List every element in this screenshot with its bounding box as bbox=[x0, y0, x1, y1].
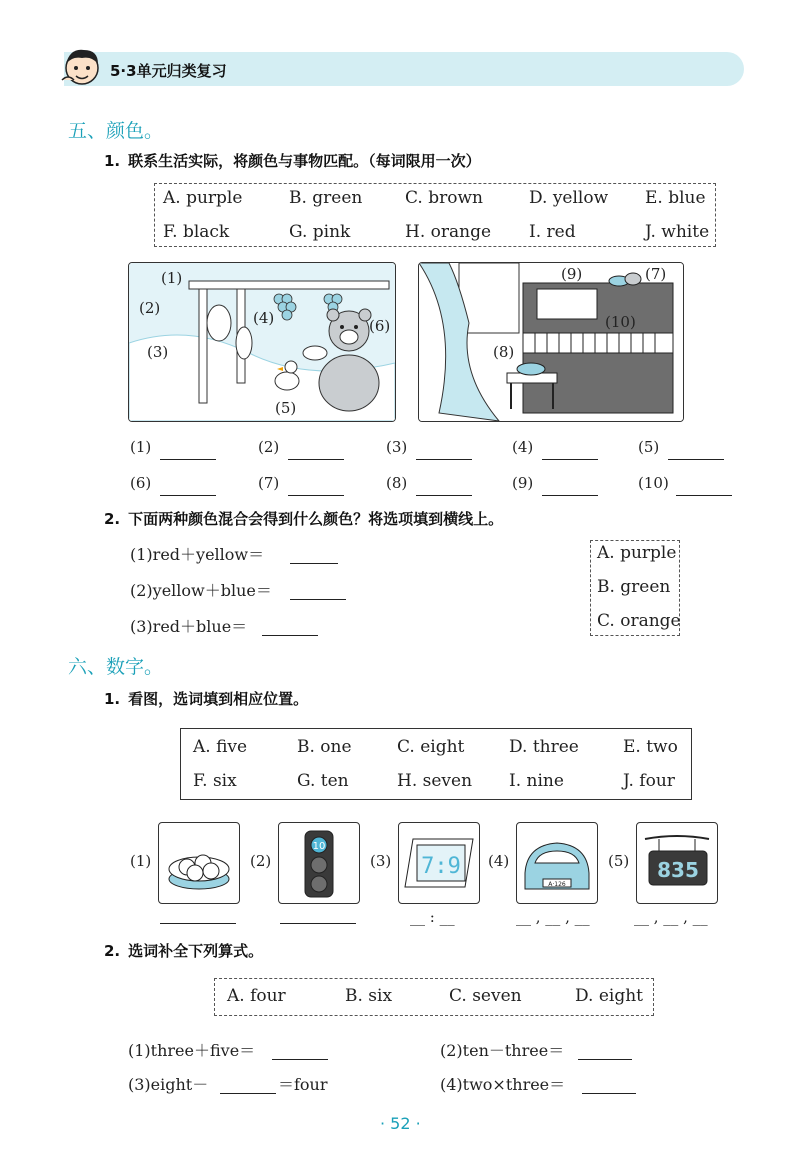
answer-label: (8) bbox=[386, 474, 408, 492]
answer-blank[interactable] bbox=[668, 458, 724, 460]
question-text: 看图，选词填到相应位置。 bbox=[128, 690, 309, 708]
option: H. seven bbox=[397, 771, 473, 791]
answer-label: (1) bbox=[130, 438, 152, 456]
answer-blank[interactable] bbox=[676, 494, 732, 496]
option: F. six bbox=[193, 771, 237, 791]
answer-blank[interactable] bbox=[288, 494, 344, 496]
option: H. orange bbox=[405, 222, 492, 242]
picture-label: (3) bbox=[370, 852, 392, 870]
option: F. black bbox=[163, 222, 230, 242]
mix-options-box bbox=[590, 540, 680, 636]
answer-blank[interactable] bbox=[542, 494, 598, 496]
option: C. eight bbox=[397, 737, 465, 757]
question-6-2 bbox=[104, 940, 263, 961]
answer-blank[interactable] bbox=[416, 458, 472, 460]
traffic-light-picture bbox=[278, 822, 360, 904]
question-number: 1. bbox=[104, 690, 121, 708]
option: C. seven bbox=[449, 986, 522, 1006]
option: A. four bbox=[227, 986, 286, 1006]
license-plate-text: A·126 bbox=[548, 881, 566, 888]
answer-label: (3) bbox=[386, 438, 408, 456]
option: I. nine bbox=[509, 771, 564, 791]
option: B. green bbox=[597, 577, 671, 597]
answer-blank[interactable] bbox=[160, 922, 236, 924]
calendar-picture bbox=[398, 822, 480, 904]
answer-blank[interactable] bbox=[542, 458, 598, 460]
option: D. three bbox=[509, 737, 579, 757]
answer-blank[interactable] bbox=[280, 922, 356, 924]
picture-label: (7) bbox=[645, 265, 667, 283]
page-number: · 52 · bbox=[380, 1114, 421, 1133]
answer-blank[interactable] bbox=[416, 494, 472, 496]
option: E. two bbox=[623, 737, 678, 757]
picture-label: (1) bbox=[161, 269, 183, 287]
answer-blank-pattern[interactable]: __ , __ , __ bbox=[516, 908, 590, 926]
option: E. blue bbox=[645, 188, 706, 208]
answer-blank[interactable] bbox=[290, 598, 346, 600]
steamed-buns-icon bbox=[159, 823, 239, 903]
picture-label: (9) bbox=[561, 265, 583, 283]
option: J. four bbox=[623, 771, 675, 791]
answer-blank[interactable] bbox=[582, 1092, 636, 1094]
boy-mascot-icon bbox=[60, 44, 104, 90]
garden-scene-picture bbox=[128, 262, 396, 422]
answer-blank[interactable] bbox=[290, 562, 338, 564]
answer-label: (5) bbox=[638, 438, 660, 456]
calc-equation: (4)two×three＝ bbox=[440, 1075, 566, 1094]
answer-blank[interactable] bbox=[272, 1058, 328, 1060]
house-number-sign-icon bbox=[637, 823, 717, 903]
answer-label: (4) bbox=[512, 438, 534, 456]
question-text: 下面两种颜色混合会得到什么颜色？将选项填到横线上。 bbox=[128, 510, 504, 528]
picture-label: (5) bbox=[608, 852, 630, 870]
calendar-digits: 7:9 bbox=[421, 854, 461, 879]
picture-label: (1) bbox=[130, 852, 152, 870]
answer-blank[interactable] bbox=[262, 634, 318, 636]
answer-blank-pattern[interactable]: __ : __ bbox=[410, 908, 455, 926]
calc-word-bank bbox=[214, 978, 654, 1016]
section-title-colors: 五、颜色。 bbox=[68, 120, 164, 142]
calendar-icon bbox=[399, 823, 479, 903]
picture-label: (4) bbox=[253, 309, 275, 327]
question-number: 2. bbox=[104, 942, 121, 960]
mix-equation: (2)yellow＋blue＝ bbox=[130, 581, 272, 600]
answer-blank[interactable] bbox=[160, 494, 216, 496]
option: D. yellow bbox=[529, 188, 609, 208]
answer-blank-pattern[interactable]: __ , __ , __ bbox=[634, 908, 708, 926]
option: C. brown bbox=[405, 188, 483, 208]
answer-blank[interactable] bbox=[220, 1092, 276, 1094]
section-title-numbers: 六、数字。 bbox=[68, 656, 164, 678]
sign-digits: 835 bbox=[657, 858, 699, 882]
question-text: 选词补全下列算式。 bbox=[128, 942, 264, 960]
option: A. purple bbox=[597, 543, 677, 563]
piano-scene-icon bbox=[419, 263, 683, 421]
answer-blank[interactable] bbox=[160, 458, 216, 460]
car-icon bbox=[517, 823, 597, 903]
calc-equation: ＝four bbox=[278, 1075, 328, 1094]
option: D. eight bbox=[575, 986, 643, 1006]
traffic-light-icon bbox=[279, 823, 359, 903]
color-word-bank bbox=[154, 183, 716, 247]
option: A. purple bbox=[163, 188, 243, 208]
picture-label: (2) bbox=[139, 299, 161, 317]
piano-scene-picture bbox=[418, 262, 684, 422]
number-word-bank bbox=[180, 728, 692, 800]
mix-equation: (3)red＋blue＝ bbox=[130, 617, 248, 636]
mix-equation: (1)red＋yellow＝ bbox=[130, 545, 265, 564]
question-5-2 bbox=[104, 508, 503, 529]
answer-label: (10) bbox=[638, 474, 669, 492]
steamed-buns-picture bbox=[158, 822, 240, 904]
calc-equation: (2)ten－three＝ bbox=[440, 1041, 565, 1060]
picture-label: (3) bbox=[147, 343, 169, 361]
option: J. white bbox=[645, 222, 710, 242]
answer-label: (9) bbox=[512, 474, 534, 492]
option: B. green bbox=[289, 188, 363, 208]
option: C. orange bbox=[597, 611, 681, 631]
page-header-title: 5·3单元归类复习 bbox=[110, 62, 227, 80]
car-picture bbox=[516, 822, 598, 904]
picture-label: (4) bbox=[488, 852, 510, 870]
question-number: 2. bbox=[104, 510, 121, 528]
question-5-1 bbox=[104, 150, 481, 171]
traffic-light-number: 10 bbox=[312, 841, 326, 852]
question-text: 联系生活实际，将颜色与事物匹配。（每词限用一次） bbox=[128, 152, 481, 170]
question-6-1 bbox=[104, 688, 308, 709]
picture-label: (5) bbox=[275, 399, 297, 417]
answer-label: (7) bbox=[258, 474, 280, 492]
picture-label: (2) bbox=[250, 852, 272, 870]
option: B. one bbox=[297, 737, 352, 757]
picture-label: (8) bbox=[493, 343, 515, 361]
picture-label: (6) bbox=[369, 317, 391, 335]
question-number: 1. bbox=[104, 152, 121, 170]
option: I. red bbox=[529, 222, 576, 242]
calc-equation: (3)eight－ bbox=[128, 1075, 209, 1094]
answer-label: (2) bbox=[258, 438, 280, 456]
answer-label: (6) bbox=[130, 474, 152, 492]
house-number-sign-picture bbox=[636, 822, 718, 904]
option: A. five bbox=[193, 737, 248, 757]
option: G. pink bbox=[289, 222, 351, 242]
answer-blank[interactable] bbox=[578, 1058, 632, 1060]
picture-label: (10) bbox=[605, 313, 636, 331]
calc-equation: (1)three＋five＝ bbox=[128, 1041, 256, 1060]
option: B. six bbox=[345, 986, 393, 1006]
option: G. ten bbox=[297, 771, 349, 791]
answer-blank[interactable] bbox=[288, 458, 344, 460]
